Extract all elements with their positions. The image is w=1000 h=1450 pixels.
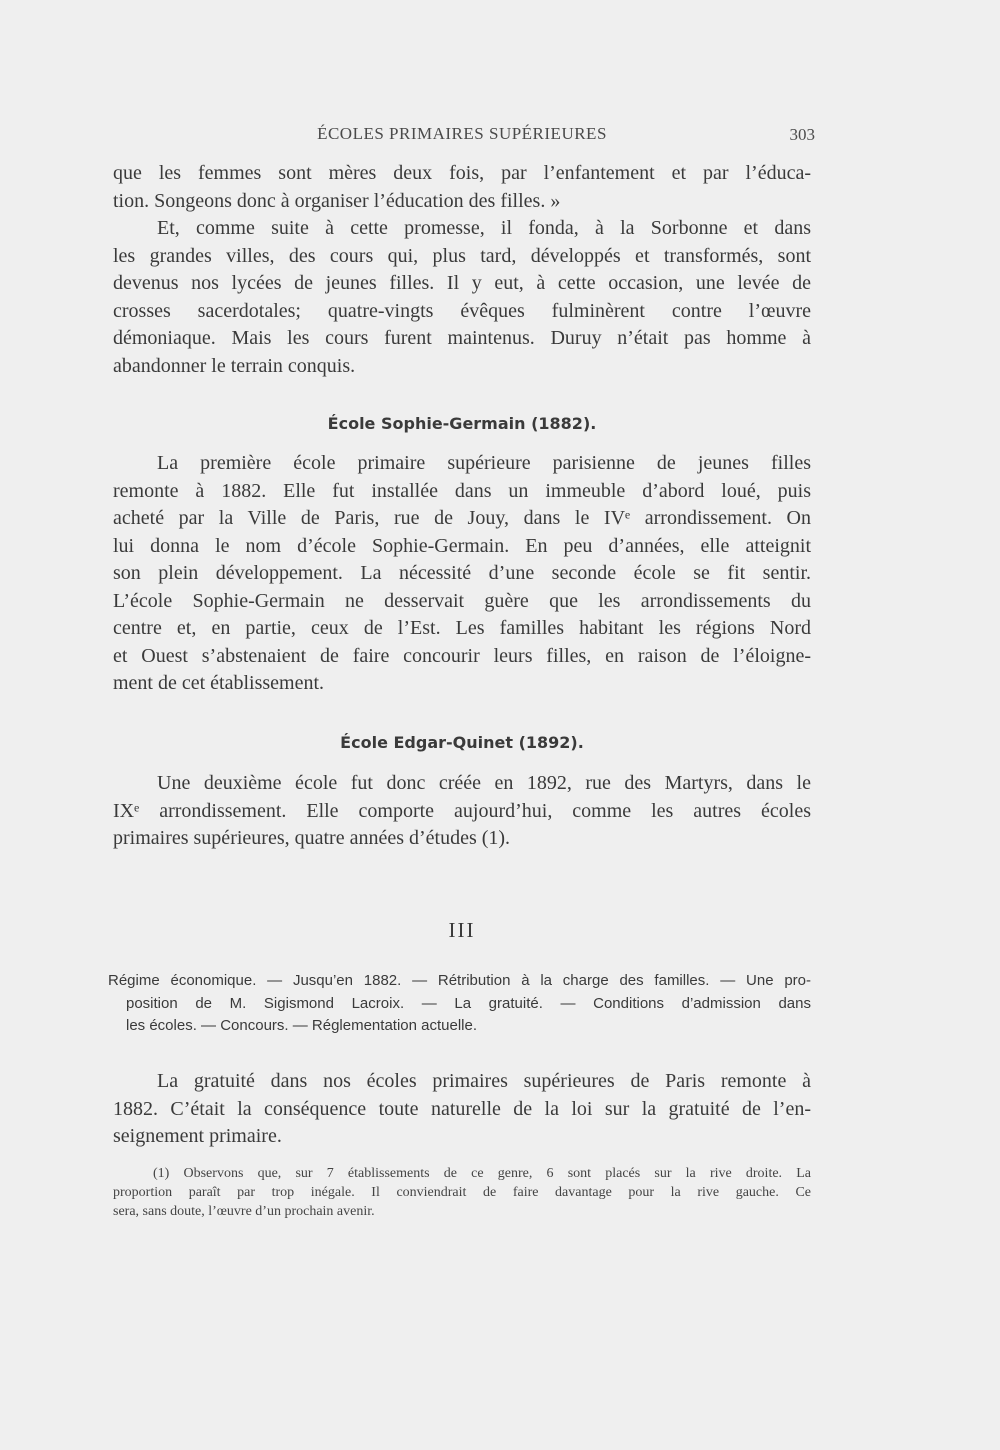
text-line: acheté par la Ville de Paris, rue de Jouy, dans le IVᵉ arrondissement. On <box>113 507 811 529</box>
text-line: Une deuxième école fut donc créée en 1892, rue des Martyrs, dans le <box>157 772 811 794</box>
section-heading-sophie-germain: École Sophie-Germain (1882). <box>327 414 597 433</box>
text-line: et Ouest s’abstenaient de faire concourir leurs filles, en raison de l’éloigne- <box>113 644 811 667</box>
text-line: devenus nos lycées de jeunes filles. Il y eut, à cette occasion, une levée de <box>113 272 811 294</box>
chapter-summary <box>108 970 811 1038</box>
text-line: IXᵉ arrondissement. Elle comporte aujourd’hui, comme les autres écoles <box>113 799 811 822</box>
text-line: les grandes villes, des cours qui, plus tard, développés et transformés, sont <box>113 244 811 267</box>
text-line: démoniaque. Mais les cours furent maintenus. Duruy n’était pas homme à <box>113 327 811 349</box>
text-line: Et, comme suite à cette promesse, il fonda, à la Sorbonne et dans <box>157 217 811 239</box>
paragraph-2 <box>113 215 811 380</box>
text-line: L’école Sophie-Germain ne desservait guère que les arrondissements du <box>113 589 811 612</box>
chapter-number: III <box>448 918 476 942</box>
text-line: 1882. C’était la conséquence toute naturelle de la loi sur la gratuité de l’en- <box>113 1097 811 1120</box>
text-line: crosses sacerdotales; quatre-vingts évêques fulminèrent contre l’œuvre <box>113 299 811 322</box>
text-line: ment de cet établissement. <box>113 672 325 694</box>
text-line: que les femmes sont mères deux fois, par l’enfantement et par l’éduca- <box>113 162 811 184</box>
summary-line: position de M. Sigismond Lacroix. — La gratuité. — Conditions d’admission dans <box>126 994 811 1012</box>
text-line: lui donna le nom d’école Sophie-Germain. En peu d’années, elle atteignit <box>113 534 811 557</box>
summary-line: Régime économique. — Jusqu’en 1882. — Rétribution à la charge des familles. — Une pro- <box>108 972 811 989</box>
page-number: 303 <box>789 125 815 144</box>
text-line: primaires supérieures, quatre années d’études (1). <box>113 827 511 849</box>
paragraph-1 <box>113 160 811 215</box>
text-line: La première école primaire supérieure parisienne de jeunes filles <box>157 452 811 474</box>
paragraph-3 <box>113 450 811 698</box>
text-line: centre et, en partie, ceux de l’Est. Les familles habitant les régions Nord <box>113 617 811 639</box>
text-line: son plein développement. La nécessité d’une seconde école se fit sentir. <box>113 562 811 584</box>
footnote-line: proportion paraît par trop inégale. Il conviendrait de faire davantage pour la rive gauche. Ce <box>113 1185 811 1200</box>
text-line: remonte à 1882. Elle fut installée dans un immeuble d’abord loué, puis <box>113 479 811 502</box>
summary-line: les écoles. — Concours. — Réglementation actuelle. <box>126 1017 478 1034</box>
text-line: seignement primaire. <box>113 1125 282 1147</box>
text-line: La gratuité dans nos écoles primaires supérieures de Paris remonte à <box>157 1070 811 1092</box>
paragraph-4 <box>113 770 811 853</box>
footnote-line: sera, sans doute, l’œuvre d’un prochain avenir. <box>113 1204 375 1219</box>
section-heading-edgar-quinet: École Edgar-Quinet (1892). <box>340 733 584 752</box>
text-line: abandonner le terrain conquis. <box>113 354 356 377</box>
text-line: tion. Songeons donc à organiser l’éducation des filles. » <box>113 189 561 212</box>
paragraph-5 <box>113 1068 811 1151</box>
running-title: ÉCOLES PRIMAIRES SUPÉRIEURES <box>317 124 607 143</box>
footnote <box>113 1164 811 1221</box>
running-head <box>113 124 815 148</box>
footnote-line: (1) Observons que, sur 7 établissements de ce genre, 6 sont placés sur la rive droite. La <box>153 1166 811 1181</box>
